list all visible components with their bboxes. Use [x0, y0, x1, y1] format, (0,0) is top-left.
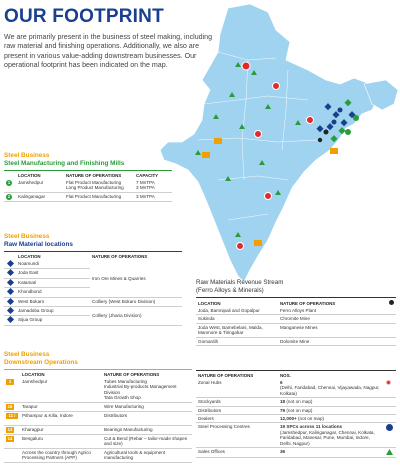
table-row: 1 Jamshedpur Tubes Manufacturing Industrial By-products Management Division Tata Growth Shop — [4, 378, 192, 402]
ferro-rule — [196, 297, 396, 298]
page-title: OUR FOOTPRINT — [4, 6, 164, 27]
ferro-table: LOCATION NATURE OF OPERATIONS Joda, Bamnipali and Gopalpur Ferro Alloys Plant Sukinda Chromite Mine Joda West, Bamebelani, Malda, Manmore & Tiringahar Manganese Mines Gomardih Dolomite Mine — [196, 299, 396, 346]
steel-mfg-heading: Steel Manufacturing and Finishing Mills — [4, 160, 125, 167]
table-row: Khondbond — [4, 288, 182, 297]
table-row: Joda, Bamnipali and Gopalpur Ferro Alloys Plant — [196, 307, 396, 315]
green-triangle-icon — [386, 449, 393, 455]
downstream-table: LOCATION NATURE OF OPERATIONS 1 Jamshedpur Tubes Manufacturing Industrial By-products Management Division Tata Growth Shop 16 Tarapur Wire Manufacturing 11 / 12 Pithampur & Killa, Indore Distributors 13 Kharagpur Bearings Manufacturing 14 Bengaluru Cut & Bend (Rebar – tailor-made shapes and size) Across the country through Agrico Processing Partners (APP) Agricultural tools & equipment manufacturing — [4, 371, 192, 463]
table-row: West Bokaro Colliery (West Bokaro Division) — [4, 297, 182, 306]
table-row: Steel Processing Centres 19 SPCs across 11 locations (Jamshedpur, Kalinganagar, Chennai, Kolkata, Faridabad, Manesar, Pune, Mumbai, Indore, Delhi, Nagpur) — [196, 423, 396, 448]
summary-rule — [196, 370, 396, 371]
steel-mfg-section-label: Steel Business — [4, 152, 50, 159]
intro-paragraph: We are primarily present in the business of steel making, including raw material and finishing operations. Additionally, we also are present in various value-adding downstream businesses. Our operational footprint has been indicated on the map. — [4, 33, 213, 70]
ferro-subheading: (Ferro Alloys & Minerals) — [196, 287, 264, 294]
summary-table: NATURE OF OPERATIONS NOS. Zonal Hubs 6 (Delhi, Faridabad, Chennai, Vijayawada, Nagpur, Kolkata) Stockyards 18 (not on map) Distributors 79 (not on map) Dealers 12,000+ (not on map) Steel Processing Centres 19 SPCs across 11 locations (Jamshedpur, Kalinganagar, Chennai, Kolkata, Faridabad, Manesar, Pune, Mumbai, Indore, Delhi, Nagpur) Sales Offices 36 — [196, 372, 396, 458]
table-row: Gomardih Dolomite Mine — [196, 337, 396, 345]
ferro-heading: Raw Materials Revenue Stream — [196, 279, 284, 286]
raw-material-heading: Raw Material locations — [4, 241, 73, 248]
table-row: 16 Tarapur Wire Manufacturing — [4, 402, 192, 411]
table-row: Sukinda Chromite Mine — [196, 315, 396, 323]
table-row: Sales Offices 36 — [196, 448, 396, 458]
table-row: 11 / 12 Pithampur & Killa, Indore Distributors — [4, 411, 192, 425]
raw-material-section-label: Steel Business — [4, 233, 50, 240]
raw-material-table: LOCATION NATURE OF OPERATIONS Noamundi Iron Ore Mines & Quarries Joda East Katamati Khondbond West Bokaro Colliery (West Bokaro Division) Jamadoba Group Colliery (Jharia Division) Sijua Group — [4, 253, 182, 326]
table-row: Zonal Hubs 6 (Delhi, Faridabad, Chennai, Vijayawada, Nagpur, Kolkata) — [196, 379, 396, 398]
downstream-rule — [4, 369, 192, 370]
steel-mfg-table: LOCATION NATURE OF OPERATIONS CAPACITY 1 Jamshedpur Flat Product Manufacturing Long Product Manufacturing 7 MnTPA 3 MnTPA 2 Kalinganagar Flat Product Manufacturing 3 MnTPA — [4, 172, 172, 202]
india-outline — [160, 4, 378, 282]
table-row: Stockyards 18 (not on map) — [196, 398, 396, 406]
table-row: 1 Jamshedpur Flat Product Manufacturing Long Product Manufacturing 7 MnTPA 3 MnTPA — [4, 179, 172, 192]
table-row: Sijua Group — [4, 316, 182, 325]
black-dot-icon — [389, 300, 394, 305]
table-row: Joda West, Bamebelani, Malda, Manmore & Tiringahar Manganese Mines — [196, 323, 396, 337]
table-row: 14 Bengaluru Cut & Bend (Rebar – tailor-made shapes and size) — [4, 435, 192, 449]
raw-material-rule — [4, 251, 182, 252]
table-row: Jamadoba Group Colliery (Jharia Division) — [4, 307, 182, 316]
steel-mfg-rule — [4, 170, 172, 171]
downstream-section-label: Steel Business — [4, 351, 50, 358]
table-row: Dealers 12,000+ (not on map) — [196, 415, 396, 423]
red-dot-icon — [386, 380, 391, 385]
table-row: Distributors 79 (not on map) — [196, 406, 396, 414]
table-row: 13 Kharagpur Bearings Manufacturing — [4, 426, 192, 435]
table-row: Katamati — [4, 278, 182, 287]
downstream-heading: Downstream Operations — [4, 359, 78, 366]
table-row: Noamundi Iron Ore Mines & Quarries — [4, 260, 182, 269]
table-row: 2 Kalinganagar Flat Product Manufacturing 3 MnTPA — [4, 192, 172, 201]
india-map — [158, 0, 400, 290]
table-row: Joda East — [4, 269, 182, 278]
table-row: Across the country through Agrico Processing Partners (APP) Agricultural tools & equipment manufacturing — [4, 448, 192, 462]
spc-icon — [386, 424, 393, 431]
